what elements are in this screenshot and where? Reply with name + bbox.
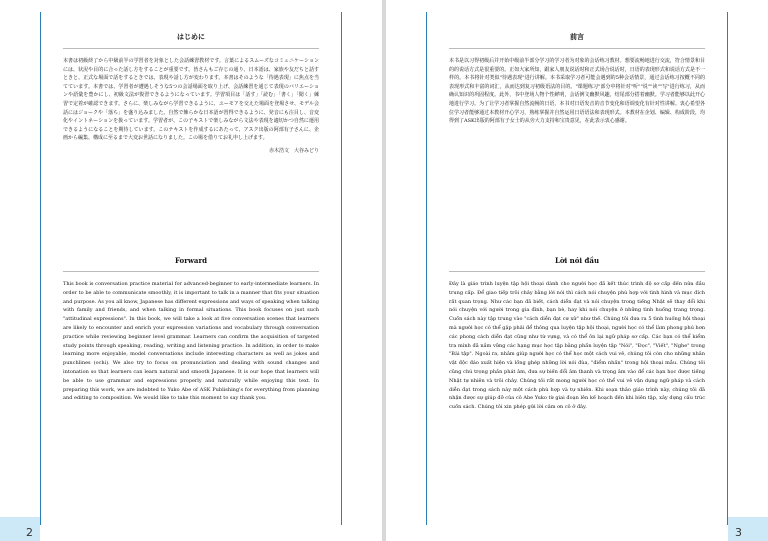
en-title-rule (63, 271, 319, 272)
jp-title-rule (63, 48, 319, 49)
vi-title: Lời nói đầu (554, 256, 600, 265)
right-page-number: 3 (735, 526, 742, 539)
cn-body: 本书是以习得初级后并开始中级前半部分学习的学习者为对象的会话练习教材。想要流畅地进行交流，符合情景和目的的说话方式是很重要的。正如大家所知，跟家人朋友说话时和正式场合说话时，日语的表现形式和说话方式是不一样的。本书将针对类似"待遇表现"进行讲解。本书采取学习者可能会遇到的5种会话情景，通过会话练习按概不同的表现形式和丰富的词汇，从而达到复习初级语法的目的。"课题练习"部分中将针对"听""说""读""写"进行练习，从而确认知识的巩固程度。此外，书中登场人物个性鲜明，会话例文幽默风趣，结尾部分搭着幽默。学习者能够以此开心地进行学习。为了让学习者掌握自然流畅的日语，本书对日语发音的音节变化和语调变化有针对性讲解。衷心希望各位学习者能够通过本教材开心学习，熟练掌握并自然运用日语语法和表现形式。本教材在企划、编辑、构成阶段，均得到了ASK出版的阿部有子女士的从旁大力支持和宝贵意见，在此表示衷心感谢。 (449, 58, 705, 125)
right-page-number-tab (728, 517, 768, 541)
jp-signature: 赤木浩文 大谷みどり (268, 147, 319, 154)
vi-body: Đây là giáo trình luyện tập hội thoại dành cho người học đã kết thúc trình độ sơ cấp đến nửa đầu trung cấp. Để giao tiếp trôi chảy bằng lời nói thì cách nói chuyện phù hợp với tình hình và mục đích rất quan trọng. Như các bạn đã biết, cách diễn đạt và nói chuyện trong tiếng Nhật sẽ thay đổi khi nói chuyện với người trong gia đình, bạn bè, hay khi nói chuyện ở những tình huống trang trọng. Cuốn sách này tập trung vào "cách diễn đạt cư xử" như thế. Chúng tôi đưa ra 5 tình huống hội thoại mà người học có thể gặp phải để thông qua luyện tập hội thoại, người học có thể làm phong phú hơn các phong cách diễn đạt cũng như từ vựng, và có thể ôn lại ngữ pháp sơ cấp. Các bạn có thể kiểm tra mình đã nắm vững các hạng mục học tập bằng phần luyện tập "Nói", "Đọc", "Viết", "Nghe" trong "Bài tập". Ngoài ra, nhằm giúp người học có thể học một cách vui vẻ, chúng tôi còn cho những nhân vật độc đáo xuất hiện và lồng ghép những lời nói đùa, "điểm nhấn" trong hội thoại mẫu. Chúng tôi cũng chú trọng phần phát âm, đưa sự biến đổi âm thanh và trọng âm vào để các bạn học được tiếng Nhật tự nhiên và trôi chảy. Chúng tôi rất mong người học có thể vui vẻ vận dụng ngữ pháp và cách diễn đạt trong sách này một cách phù hợp và tự nhiên. Khi soạn thảo giáo trình này, chúng tôi đã nhận được sự giúp đỡ của cô Abe Yuko từ giai đoạn lên kế hoạch đến khi biên tập, xây dựng cấu trúc cuốn sách. Chúng tôi xin phép gửi lời cảm ơn cô ở đây. (449, 281, 707, 411)
left-page (0, 0, 382, 541)
right-page-frame (426, 12, 728, 525)
en-title: Forward (174, 256, 208, 265)
jp-body: 本書は初級終了から中級前半の学習者を対象とした会話練習教材です。言葉によるスムーズなコミュニケーションには、状況や目的に合った話し方をすることが重要です。皆さんもご存じの通り、日本語は、家族や友だちと話すときと、正式な場面で話をするときでは、表現や話し方が変わります。本書はそのような「待遇表現」に焦点を当てています。本書では、学習者が遭遇しそうな5つの会話場面を取り上げ、会話練習を通じて表現のバリエーションや語彙を豊かにし、初級文法が復習できるようになっています。学習項目は「話す」「読む」「書く」「聞く」練習で定着が確認できます。さらに、楽しみながら学習できるように、ユーモアを交えた場面を登場させ、モデル会話にはジョークや「落ち」を盛り込みました。自然で飾らかな日本語が習得できるように、発音にも注目し、音変化やイントネーションを扱っています。学習者が、この子キストで楽しみながら文法や表現を適切かつ自然に運用できるようになることを期待しています。このテキストを作成するにあたって、アスク出版の阿部有子さんに、企画から編集、構成に至るまで大変お世話になりました。この場を借りてお礼申し上げます。 (63, 58, 319, 142)
jp-title: はじめに (177, 32, 205, 41)
right-page (386, 0, 768, 541)
left-page-number: 2 (26, 526, 33, 539)
left-page-frame (40, 12, 342, 525)
en-body: This book is conversation practice material for advanced-beginner to early-intermediate learners. In order to be able to communicate smoothly, it is important to talk in a manner that fits your situation and purpose. As you all know, Japanese has different expressions and ways of speaking when talking with family and friends, and when talking in formal situations. This book focuses on just such "attitudinal expressions". In this book, we will take a look at five conversation scenes that learners are likely to encounter and enrich your expression variations and vocabulary through conversation practice while reviewing beginner level grammar. Learners can confirm the acquisition of targeted study points through speaking, reading, writing and listening practice. In addition, in order to make learning more enjoyable, model conversations include interesting characters as well as jokes and punchlines (ochi). We also try to focus on pronunciation and dealing with sound changes and intonation so that learners can learn natural and smooth Japanese. It is our hope that learners will be able to use grammar and expressions properly and naturally while enjoying this text. In preparing this work, we are indebted to Yuko Abe of ASK Publishing's for everything from planning and editing to composition. We would like to take this moment to say thank you. (63, 281, 321, 402)
cn-title: 前言 (570, 32, 584, 41)
vi-title-rule (449, 271, 705, 272)
cn-title-rule (449, 48, 705, 49)
left-page-number-tab (0, 517, 40, 541)
